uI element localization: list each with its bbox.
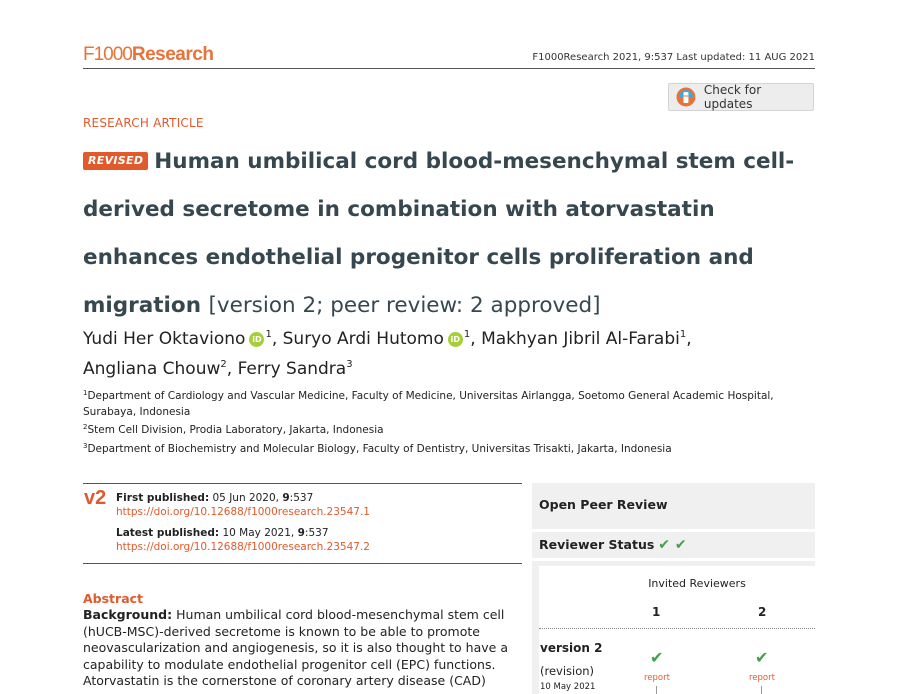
abstract-heading: Abstract (83, 591, 144, 606)
dotted-divider (539, 628, 815, 629)
panel-divider (532, 529, 815, 532)
revised-badge: REVISED (83, 152, 148, 170)
crossmark-icon (676, 87, 696, 107)
article-title (83, 138, 815, 330)
abstract-text: Background: Human umbilical cord blood-mesenchymal stem cell (hUCB-MSC)-derived secretome is known to be able to promote neovascularization and angiogenesis, so it is also thought to have a capability to modulate endothelial progenitor cell (EPC) functions. Atorvastatin is the cornerstone of coronary artery disease (CAD) (83, 607, 508, 688)
check-for-updates-label: Check for updates (703, 83, 762, 111)
version-row-label: version 2 (540, 641, 603, 655)
first-doi-link[interactable]: https://doi.org/10.12688/f1000research.23547.1 (116, 505, 370, 518)
reviewer-2-approved-icon: ✔ (755, 648, 769, 667)
latest-doi-link[interactable]: https://doi.org/10.12688/f1000research.23547.2 (116, 540, 370, 553)
orcid-icon[interactable]: iD (448, 332, 463, 347)
title-text: Human umbilical cord blood-mesenchymal stem cell-derived secretome in combination with atorvastatin enhances endothelial progenitor cells proliferation and migration (83, 149, 795, 318)
f1000-logo[interactable]: F1000Research (83, 44, 214, 65)
author-name[interactable]: Yudi Her Oktaviono (83, 329, 246, 349)
author-name[interactable]: Makhyan Jibril Al-Farabi (481, 329, 680, 349)
citation-line: F1000Research 2021, 9:537 Last updated: 11 AUG 2021 (532, 52, 815, 63)
check-for-updates-button[interactable] (668, 83, 814, 111)
author-affil: 1 (679, 329, 687, 340)
author-affil: 1 (265, 329, 272, 340)
version-info[interactable]: [version 2; peer review: 2 approved] (208, 293, 601, 318)
article-type: RESEARCH ARTICLE (83, 116, 204, 130)
affiliation-item: $^1$Department of Cardiology and Vascular Medicine, Faculty of Medicine, Universitas Airlangga, Soetomo General Academic Hospital, Surabaya, Indonesia (83, 389, 774, 418)
orcid-icon[interactable]: iD (249, 332, 264, 347)
report-connector (761, 686, 762, 694)
revision-date: 10 May 2021 (540, 682, 596, 692)
author-affil: 2 (220, 359, 227, 370)
author-name[interactable]: Ferry Sandra (237, 359, 347, 379)
report-connector (656, 686, 657, 694)
affiliation-item: $^3$Department of Biochemistry and Molecular Biology, Faculty of Dentistry, Universitas Trisakti, Jakarta, Indonesia (83, 441, 672, 455)
reviewer-2-header[interactable]: 2 (758, 605, 767, 619)
version-label: v2 (84, 487, 107, 509)
reviewer-1-report-link[interactable]: report (644, 673, 670, 683)
author-name[interactable]: Suryo Ardi Hutomo (282, 329, 444, 349)
affiliation-list (83, 386, 823, 457)
publication-history: First published: 05 Jun 2020, 9:537 https://doi.org/10.12688/f1000research.23547.1 Latest published: 10 May 2021, 9:537 https://doi.org/10.12688/f1000research.23547.2 (116, 492, 370, 553)
revision-label: (revision) (540, 664, 595, 678)
reviewer-2-report-link[interactable]: report (749, 673, 775, 683)
author-list: Yudi Her Oktaviono iD $^1$, Suryo Ardi Hutomo iD $^1$, Makhyan Jibril Al-Farabi$^1$, Angliana Chouw$^2$, Ferry Sandra$^3$ (83, 329, 692, 379)
panel-divider (532, 558, 815, 561)
author-name[interactable]: Angliana Chouw (83, 359, 221, 379)
version-divider-top (83, 483, 522, 484)
affiliation-item: $^2$Stem Cell Division, Prodia Laboratory, Jakarta, Indonesia (83, 423, 384, 436)
author-affil: 3 (346, 359, 353, 370)
invited-reviewers-label: Invited Reviewers (648, 577, 746, 590)
open-peer-review-heading: Open Peer Review (539, 497, 668, 512)
reviewer-1-approved-icon: ✔ (650, 648, 664, 667)
author-affil: 1 (463, 329, 471, 340)
reviewer-1-header[interactable]: 1 (652, 605, 661, 619)
reviewer-status: Reviewer Status ✔ ✔ (539, 537, 687, 553)
version-divider-bottom (83, 563, 522, 564)
approved-check-icon: ✔ ✔ (658, 537, 687, 553)
header-divider (83, 68, 815, 69)
